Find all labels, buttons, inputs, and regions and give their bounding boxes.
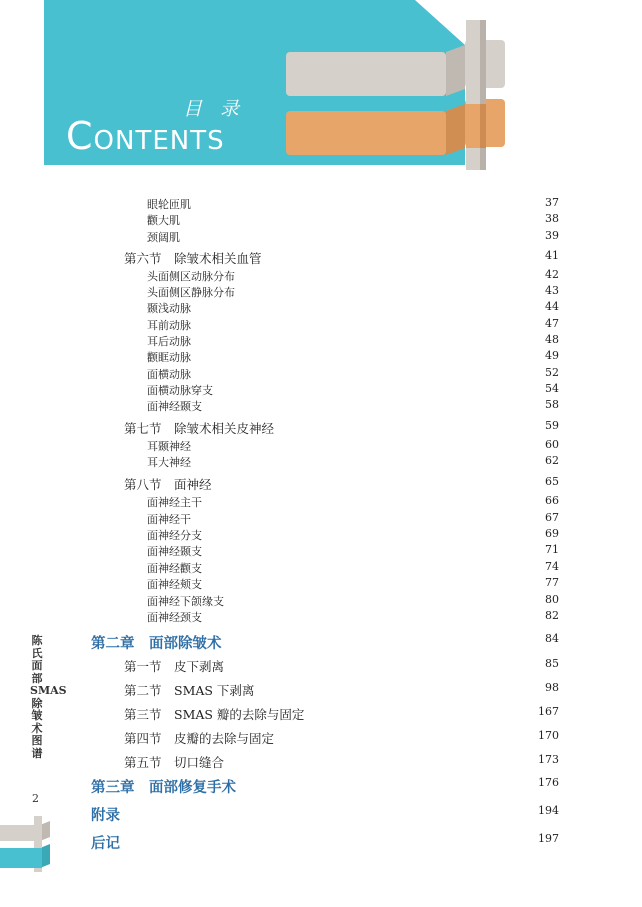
toc-entry-page: 37 <box>545 196 559 209</box>
toc-entry-page: 69 <box>545 527 559 540</box>
toc-entry-title: 第四节 皮瓣的去除与固定 <box>124 731 275 746</box>
toc-entry-title: 面神经颞支 <box>147 400 202 413</box>
toc-entry-page: 77 <box>545 576 559 589</box>
contents-title-en: CONTENTS <box>66 114 225 158</box>
toc-entry-page: 47 <box>545 317 559 330</box>
toc-entry-title: 面神经颞支 <box>147 545 202 558</box>
toc-entry-row[interactable] <box>0 212 642 230</box>
orange-bar <box>286 111 446 155</box>
toc-section-row[interactable] <box>0 753 642 771</box>
gray-bar <box>286 52 446 96</box>
toc-entry-title: 颈阔肌 <box>147 231 180 244</box>
toc-entry-page: 84 <box>545 632 559 645</box>
toc-entry-page: 43 <box>545 284 559 297</box>
toc-entry-page: 170 <box>538 729 559 742</box>
toc-entry-title: 第三章 面部修复手术 <box>91 779 236 796</box>
toc-section-row[interactable] <box>0 729 642 747</box>
toc-entry-page: 59 <box>545 419 559 432</box>
toc-entry-row[interactable] <box>0 300 642 318</box>
toc-entry-title: 第五节 切口缝合 <box>124 755 225 770</box>
toc-entry-title: 第七节 除皱术相关皮神经 <box>124 421 275 436</box>
toc-entry-page: 194 <box>538 804 559 817</box>
toc-entry-row[interactable] <box>0 543 642 561</box>
toc-entry-title: 头面侧区动脉分布 <box>147 270 235 283</box>
toc-entry-page: 52 <box>545 366 559 379</box>
toc-entry-page: 67 <box>545 511 559 524</box>
toc-entry-page: 44 <box>545 300 559 313</box>
toc-entry-row[interactable] <box>0 229 642 247</box>
toc-entry-title: 后记 <box>91 835 120 852</box>
toc-entry-title: 面横动脉 <box>147 368 191 381</box>
toc-section-row[interactable] <box>0 657 642 675</box>
toc-entry-title: 面横动脉穿支 <box>147 384 213 397</box>
toc-entry-page: 39 <box>545 229 559 242</box>
toc-entry-title: 耳前动脉 <box>147 319 191 332</box>
toc-entry-row[interactable] <box>0 609 642 627</box>
toc-entry-page: 71 <box>545 543 559 556</box>
toc-entry-row[interactable] <box>0 398 642 416</box>
toc-entry-page: 65 <box>545 475 559 488</box>
contents-title-cn: 目 录 <box>183 98 246 120</box>
toc-section-row[interactable] <box>0 249 642 267</box>
toc-entry-page: 85 <box>545 657 559 670</box>
toc-entry-title: 面神经分支 <box>147 529 202 542</box>
toc-entry-page: 173 <box>538 753 559 766</box>
toc-entry-page: 74 <box>545 560 559 573</box>
toc-entry-title: 第八节 面神经 <box>124 477 212 492</box>
corner-decoration <box>0 812 60 872</box>
toc-entry-title: 眼轮匝肌 <box>147 198 191 211</box>
toc-entry-page: 42 <box>545 268 559 281</box>
toc-entry-row[interactable] <box>0 454 642 472</box>
toc-entry-title: 第六节 除皱术相关血管 <box>124 251 262 266</box>
toc-entry-page: 80 <box>545 593 559 606</box>
toc-entry-title: 面神经下颌缘支 <box>147 595 224 608</box>
toc-entry-title: 耳后动脉 <box>147 335 191 348</box>
toc-entry-page: 98 <box>545 681 559 694</box>
toc-entry-page: 62 <box>545 454 559 467</box>
toc-chapter-row[interactable] <box>0 804 642 822</box>
toc-entry-row[interactable] <box>0 349 642 367</box>
toc-entry-page: 41 <box>545 249 559 262</box>
toc-entry-title: 面神经主干 <box>147 496 202 509</box>
toc-entry-title: 颞浅动脉 <box>147 302 191 315</box>
toc-entry-title: 颧大肌 <box>147 214 180 227</box>
toc-section-row[interactable] <box>0 419 642 437</box>
toc-entry-page: 82 <box>545 609 559 622</box>
toc-entry-title: 面神经颊支 <box>147 578 202 591</box>
toc-entry-row[interactable] <box>0 576 642 594</box>
toc-entry-title: 面神经颧支 <box>147 562 202 575</box>
toc-entry-title: 面神经干 <box>147 513 191 526</box>
toc-entry-page: 176 <box>538 776 559 789</box>
toc-entry-page: 54 <box>545 382 559 395</box>
toc-entry-title: 颧眶动脉 <box>147 351 191 364</box>
toc-entry-title: 耳大神经 <box>147 456 191 469</box>
toc-chapter-row[interactable] <box>0 776 642 794</box>
book-spine-title: 陈氏面部SMAS除皱术图谱 <box>30 634 67 760</box>
toc-entry-page: 48 <box>545 333 559 346</box>
toc-section-row[interactable] <box>0 705 642 723</box>
toc-entry-page: 60 <box>545 438 559 451</box>
toc-entry-row[interactable] <box>0 494 642 512</box>
toc-entry-title: 附录 <box>91 807 120 824</box>
toc-entry-page: 49 <box>545 349 559 362</box>
page-number: 2 <box>32 792 39 805</box>
toc-entry-title: 耳颞神经 <box>147 440 191 453</box>
toc-entry-page: 197 <box>538 832 559 845</box>
toc-entry-title: 面神经颈支 <box>147 611 202 624</box>
toc-entry-page: 66 <box>545 494 559 507</box>
toc-entry-title: 第二节 SMAS 下剥离 <box>124 683 255 698</box>
toc-chapter-row[interactable] <box>0 632 642 650</box>
toc-entry-title: 第三节 SMAS 瓣的去除与固定 <box>124 707 305 722</box>
toc-entry-page: 38 <box>545 212 559 225</box>
toc-entry-page: 58 <box>545 398 559 411</box>
toc-entry-page: 167 <box>538 705 559 718</box>
toc-entry-title: 第二章 面部除皱术 <box>91 635 222 652</box>
toc-entry-title: 第一节 皮下剥离 <box>124 659 225 674</box>
toc-section-row[interactable] <box>0 681 642 699</box>
toc-section-row[interactable] <box>0 475 642 493</box>
toc-chapter-row[interactable] <box>0 832 642 850</box>
toc-entry-title: 头面侧区静脉分布 <box>147 286 235 299</box>
